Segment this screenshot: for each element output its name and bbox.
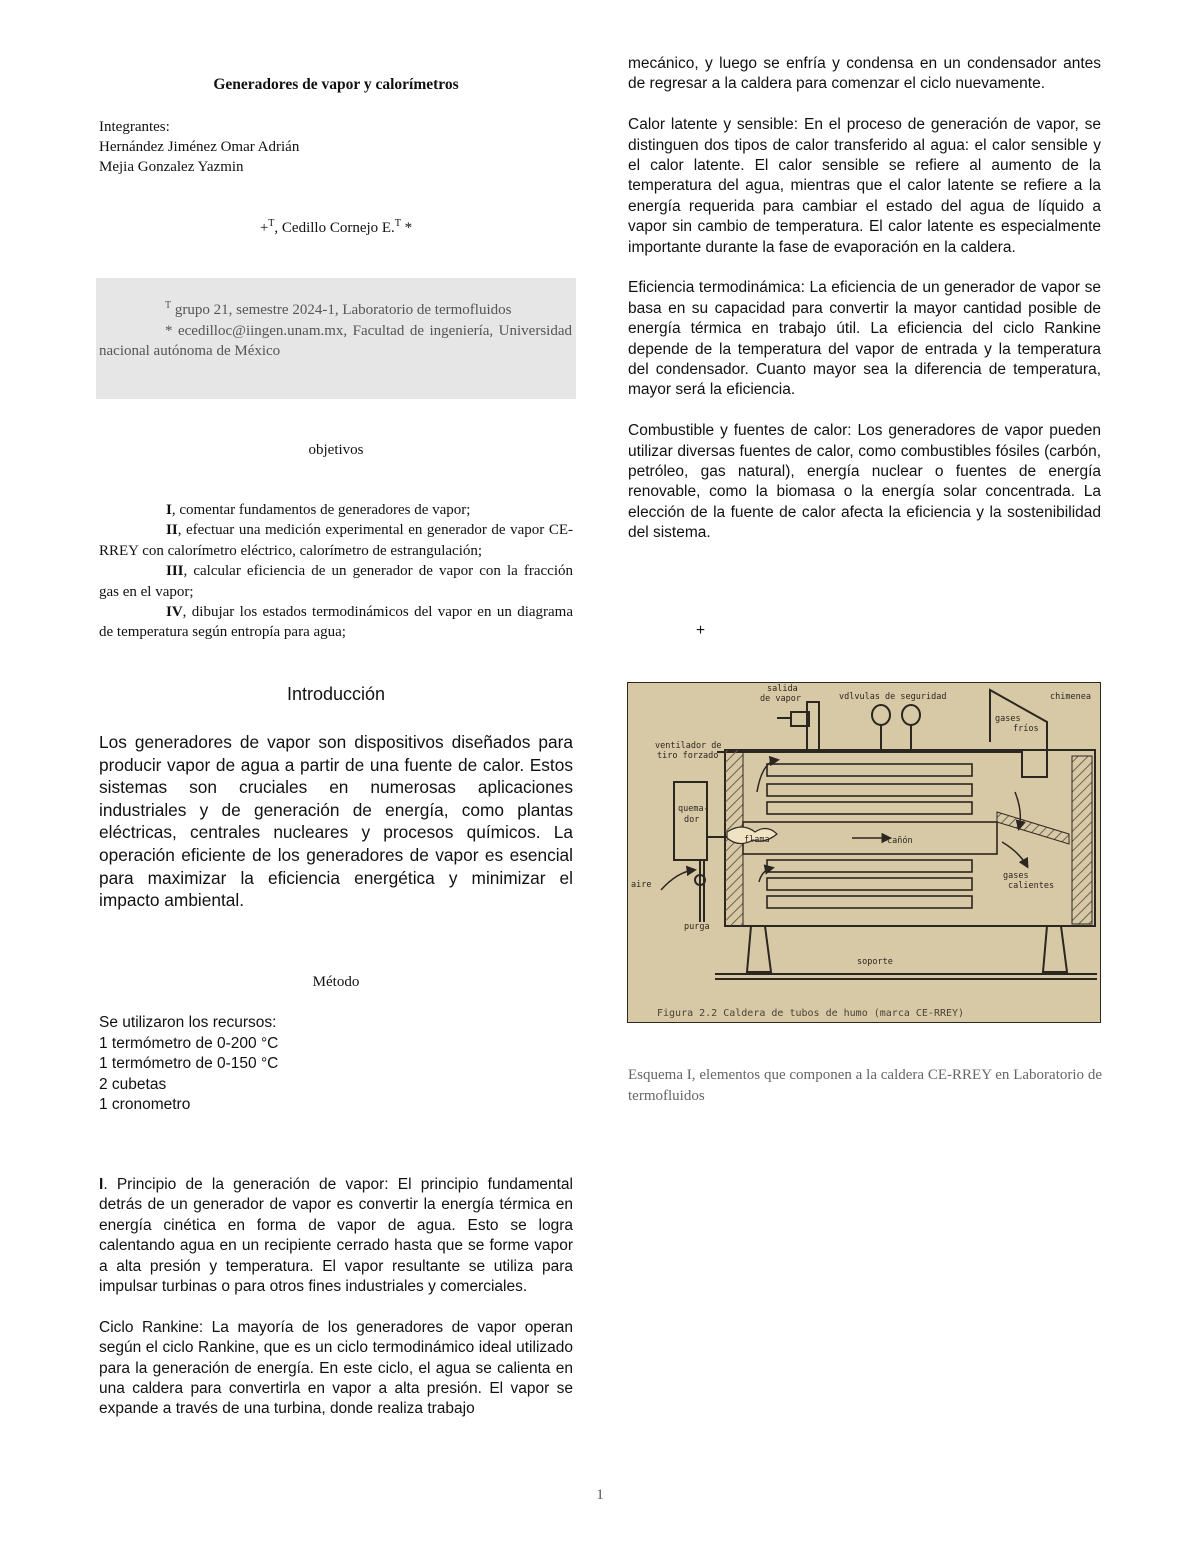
- fuel-paragraph: Combustible y fuentes de calor: Los generadores de vapor pueden utilizar diversas fuentes de calor, como combustibles fósiles (carbón, petróleo, gas natural), energía nuclear o fuentes de energía renovable, como la biomasa o la energía solar concentrada. La elección de la fuente de calor afecta la eficiencia y la sostenibilidad del sistema.: [628, 422, 1101, 542]
- label-steam-outlet: salida: [767, 684, 798, 694]
- objective-text: , calcular eficiencia de un generador de vapor con la fracción gas en el vapor;: [99, 563, 573, 600]
- efficiency-paragraph: Eficiencia termodinámica: La eficiencia de un generador de vapor se basa en su capacidad para convertir la mayor cantidad posible de energía térmica en trabajo útil. La eficiencia del ciclo Rankine depende de la temperatura del vapor de entrada y la temperatura del condensador. Cuanto mayor sea la diferencia de temperatura, mayor será la eficiencia.: [628, 279, 1101, 399]
- label-cold-gases: gases: [995, 714, 1021, 724]
- member-name: Mejia Gonzalez Yazmin: [99, 159, 244, 175]
- label-burner: dor: [684, 815, 700, 825]
- label-cold-gases: fríos: [1013, 724, 1039, 734]
- principle-text: . Principio de la generación de vapor: El principio fundamental detrás de un generador de vapor es convertir la energía térmica en energía cinética en forma de vapor de agua. Esto se logra calentando agua en un recipiente cerrado hasta que se forme vapor a alta presión y temperatura. El vapor resultante se utiliza para impulsar turbinas o para otros fines industriales y comerciales.: [99, 1176, 573, 1296]
- member-name: Hernández Jiménez Omar Adrián: [99, 139, 300, 155]
- objective-number: III: [166, 563, 184, 580]
- author-sup: T: [394, 218, 401, 229]
- principle-paragraph: [99, 1175, 573, 1297]
- objective-number: IV: [166, 604, 183, 621]
- figure-inner-caption: Figura 2.2 Caldera de tubos de humo (marca CE-RREY): [657, 1008, 965, 1019]
- label-flame: flama: [744, 835, 770, 845]
- resources-list: [99, 1013, 573, 1116]
- objectives-list: [99, 500, 573, 643]
- objective-number: I: [166, 502, 172, 518]
- method-heading: Método: [312, 974, 360, 990]
- resource-item: 1 termómetro de 0-150 °C: [99, 1055, 279, 1072]
- affiliation-box: [96, 278, 576, 399]
- page-number: 1: [596, 1487, 604, 1503]
- figure-caption: Esquema I, elementos que componen a la caldera CE-RREY en Laboratorio de termofluidos: [628, 1067, 1102, 1104]
- affiliation-sup: T: [165, 300, 172, 311]
- resources-intro: Se utilizaron los recursos:: [99, 1014, 277, 1031]
- rankine-continuation: mecánico, y luego se enfría y condensa en un condensador antes de regresar a la caldera para comenzar el ciclo nuevamente.: [628, 55, 1101, 93]
- label-fan: tiro forzado: [657, 751, 719, 761]
- label-safety-valves: vdlvulas de seguridad: [839, 692, 947, 702]
- objective-text: , efectuar una medición experimental en generador de vapor CE-RREY con calorímetro eléctrico, calorímetro de estrangulación;: [99, 522, 573, 559]
- objective-item: [99, 520, 573, 561]
- objective-item: [99, 561, 573, 602]
- right-body-column: [628, 54, 1101, 544]
- principle-number: I: [99, 1176, 104, 1193]
- label-cannon: cañón: [887, 836, 913, 846]
- objective-item: [99, 500, 573, 520]
- objective-item: [99, 602, 573, 643]
- affiliation-group: grupo 21, semestre 2024-1, Laboratorio de termofluidos: [171, 302, 512, 318]
- objective-number: II: [166, 522, 178, 539]
- affiliation-line: [99, 321, 572, 362]
- latent-paragraph: Calor latente y sensible: En el proceso de generación de vapor, se distinguen dos tipos de calor transferido al agua: el calor sensible y el calor latente. El calor sensible se refiere al aumento de la temperatura del agua, mientras que el calor latente se refiere a la energía requerida para cambiar el estado del agua de líquido a vapor sin cambio de temperatura. El calor latente es especialmente importante durante la fase de evaporación en la caldera.: [628, 116, 1101, 256]
- label-chimney: chimenea: [1050, 692, 1091, 702]
- author-name: , Cedillo Cornejo E.: [274, 220, 395, 236]
- members-block: [99, 117, 575, 177]
- resource-item: 1 cronometro: [99, 1096, 191, 1113]
- introduction-heading: Introducción: [286, 684, 386, 704]
- boiler-figure: [627, 682, 1101, 1023]
- label-fan: ventilador de: [655, 741, 722, 751]
- author-suffix: *: [400, 220, 413, 236]
- plus-marker: +: [696, 622, 706, 639]
- label-hot-gases: gases: [1003, 871, 1029, 881]
- paper-title: Generadores de vapor y calorímetros: [213, 76, 459, 93]
- boiler-diagram: [627, 682, 1101, 1023]
- rankine-paragraph: Ciclo Rankine: La mayoría de los generadores de vapor operan según el ciclo Rankine, que es un ciclo termodinámico ideal utilizado para la generación de energía. En este ciclo, el agua se calienta en una caldera para convertirla en vapor a alta presión. El vapor se expande a través de una turbina, donde realiza trabajo: [99, 1318, 573, 1418]
- introduction-text: Los generadores de vapor son dispositivos diseñados para producir vapor de agua a partir de una fuente de calor. Estos sistemas son cruciales en numerosas aplicaciones industriales y de generación de energía, como plantas eléctricas, centrales nucleares y procesos químicos. La operación eficiente de los generadores de vapor es esencial para maximizar la eficiencia energética y minimizar el impacto ambiental.: [99, 732, 573, 911]
- label-steam-outlet: de vapor: [760, 694, 801, 704]
- members-label: Integrantes:: [99, 119, 170, 135]
- author-prefix: +: [259, 220, 269, 236]
- author-sup: T: [268, 218, 275, 229]
- objective-text: , comentar fundamentos de generadores de vapor;: [171, 502, 471, 518]
- affiliation-line: [99, 296, 572, 321]
- objective-text: , dibujar los estados termodinámicos del vapor en un diagrama de temperatura según entropía para agua;: [99, 604, 573, 641]
- authors-line: [98, 218, 574, 237]
- label-purge: purga: [684, 922, 710, 932]
- resource-item: 1 termómetro de 0-200 °C: [99, 1034, 279, 1052]
- label-air: aire: [631, 880, 652, 890]
- objectives-heading: objetivos: [308, 442, 364, 458]
- left-body-column: [99, 1175, 573, 1420]
- resource-item: 2 cubetas: [99, 1075, 167, 1093]
- label-support: soporte: [857, 957, 893, 967]
- affiliation-email: * ecedilloc@iingen.unam.mx, Facultad de ingeniería, Universidad nacional autónoma de México: [99, 322, 572, 359]
- right-insulation: [1072, 756, 1092, 924]
- label-hot-gases: calientes: [1008, 881, 1055, 891]
- label-burner: quema-: [678, 804, 709, 814]
